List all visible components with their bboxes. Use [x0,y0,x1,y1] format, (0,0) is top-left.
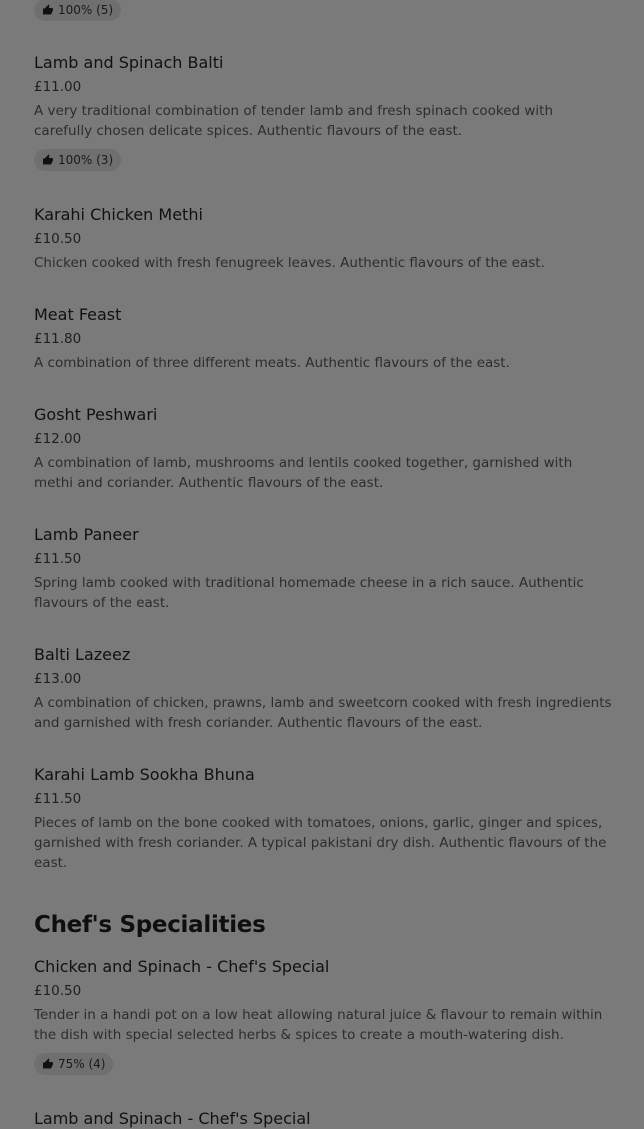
section-title: Chef's Specialities [34,912,266,938]
menu-item[interactable] [34,405,614,493]
item-description: Chicken cooked with fresh fenugreek leaves. Authentic flavours of the east. [34,255,545,271]
thumbs-up-icon [42,154,54,166]
item-price: £10.50 [34,231,82,247]
item-description: A combination of chicken, prawns, lamb and sweetcorn cooked with fresh ingredients and garnished with fresh coriander. Authentic flavours of the east. [34,695,612,731]
item-price: £11.50 [34,551,82,567]
item-description: Spring lamb cooked with traditional homemade cheese in a rich sauce. Authentic flavours of the east. [34,575,584,611]
item-name: Lamb and Spinach Balti [34,53,224,72]
item-description: A combination of lamb, mushrooms and lentils cooked together, garnished with methi and coriander. Authentic flavours of the east. [34,455,573,491]
item-name: Karahi Chicken Methi [34,205,203,224]
rating-badge [34,1053,113,1075]
item-name: Chicken and Spinach - Chef's Special [34,957,330,976]
item-description: Pieces of lamb on the bone cooked with tomatoes, onions, garlic, ginger and spices, garnished with fresh coriander. A typical pakistani dry dish. Authentic flavours of the east. [34,815,607,871]
item-name: Balti Lazeez [34,645,131,664]
menu-item[interactable] [34,645,614,733]
thumbs-up-icon [42,4,54,16]
rating-text: 75% (4) [58,1057,106,1071]
item-description: A combination of three different meats. Authentic flavours of the east. [34,355,510,371]
rating-text: 100% (5) [58,3,114,17]
menu-item[interactable] [34,305,614,373]
item-price: £10.50 [34,983,82,999]
item-price: £11.50 [34,791,82,807]
item-name: Lamb Paneer [34,525,139,544]
menu-item[interactable] [34,957,614,1075]
item-price: £11.80 [34,331,82,347]
rating-badge [34,0,121,21]
item-description: Tender in a handi pot on a low heat allowing natural juice & flavour to remain within the dish with special selected herbs & spices to create a mouth-watering dish. [34,1007,603,1043]
item-price: £11.00 [34,79,82,95]
item-description: A very traditional combination of tender lamb and fresh spinach cooked with carefully chosen delicate spices. Authentic flavours of the east. [34,103,554,139]
item-name: Meat Feast [34,305,122,324]
item-price: £12.00 [34,431,82,447]
item-name: Lamb and Spinach - Chef's Special [34,1109,311,1128]
item-name: Karahi Lamb Sookha Bhuna [34,765,255,784]
rating-text: 100% (3) [58,153,114,167]
item-price: £13.00 [34,671,82,687]
menu-item[interactable] [34,765,614,873]
menu-item[interactable] [34,205,614,273]
thumbs-up-icon [42,1058,54,1070]
menu-item[interactable] [34,53,614,171]
menu-item[interactable] [34,525,614,613]
rating-badge [34,149,121,171]
menu-item[interactable] [34,1109,614,1129]
item-name: Gosht Peshwari [34,405,158,424]
